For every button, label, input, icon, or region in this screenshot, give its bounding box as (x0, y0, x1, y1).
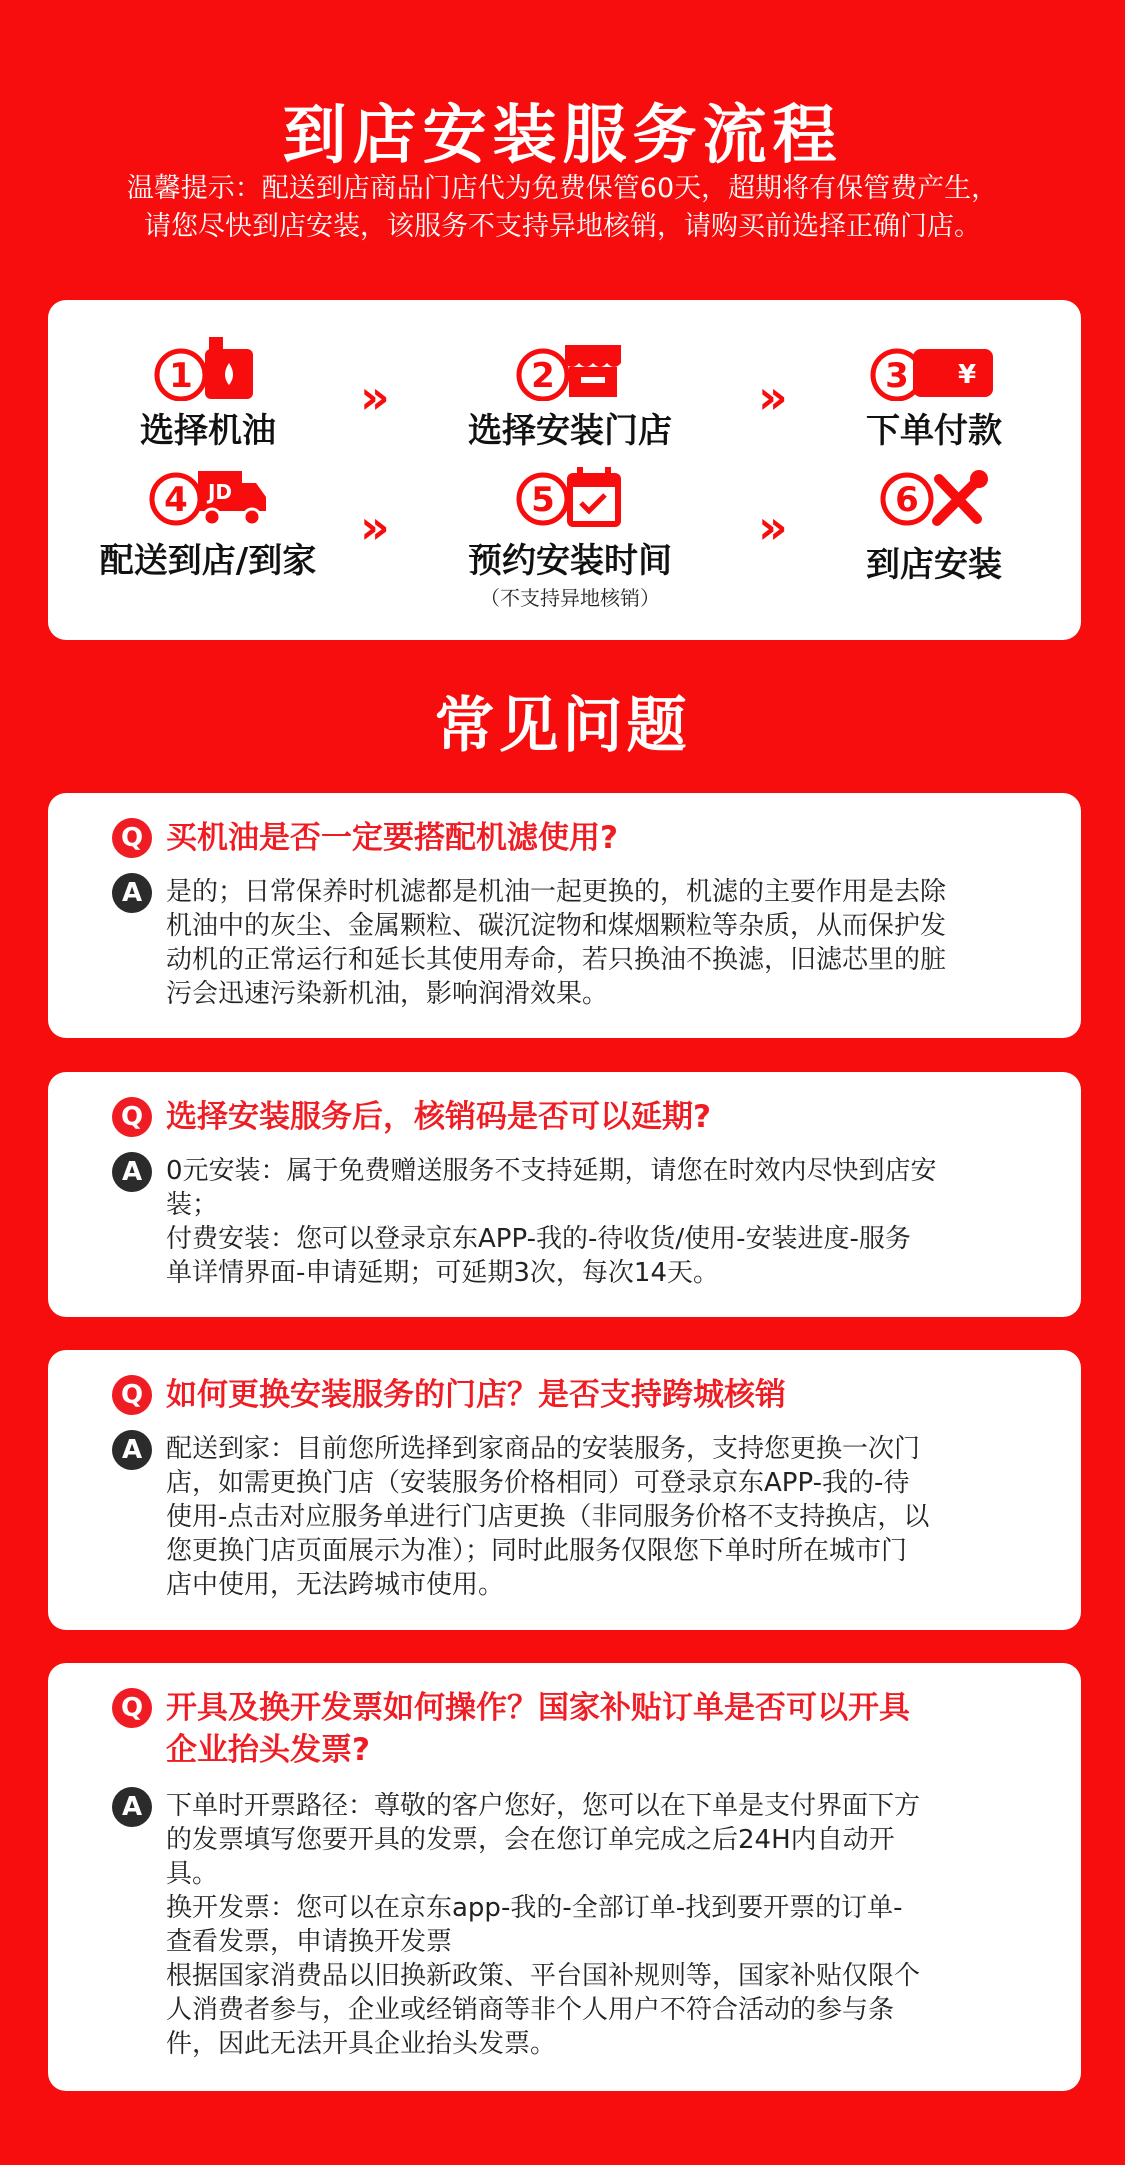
question-text: 开具及换开发票如何操作？国家补贴订单是否可以开具 企业抬头发票? (166, 1690, 910, 1768)
step-label: 配送到店/到家 (99, 541, 317, 581)
store-icon (515, 335, 625, 401)
answer-row (112, 1432, 1041, 1602)
calendar-check-icon (515, 465, 625, 531)
step-number: 4 (164, 480, 188, 520)
answer-text: 0元安装：属于免费赠送服务不支持延期，请您在时效内尽快到店安 装； 付费安装：您可以登录京东APP-我的-待收货/使用-安装进度-服务 单详情界面-申请延期；可延期3次，每次14天。 (166, 1156, 937, 1288)
question-row (112, 817, 1041, 859)
step-label: 选择安装门店 (468, 411, 672, 451)
answer-badge: A (112, 1430, 152, 1470)
faq-card-3 (48, 1350, 1081, 1630)
step-label: 下单付款 (866, 411, 1002, 451)
answer-row (112, 1789, 1041, 2061)
step-5 (420, 465, 720, 611)
page-title: 到店安装服务流程 (282, 99, 843, 173)
question-badge: Q (112, 818, 152, 858)
notice-line-2: 请您尽快到店安装，该服务不支持异地核销，请购买前选择正确门店。 (144, 211, 981, 242)
answer-badge: A (112, 1152, 152, 1192)
arrow-icon: » (758, 500, 778, 554)
step-2 (420, 335, 720, 452)
tools-icon (879, 465, 989, 531)
answer-row (112, 875, 1041, 1011)
faq-title: 常见问题 (434, 691, 691, 761)
step-number: 6 (895, 480, 919, 520)
yen-symbol: ¥ (957, 360, 977, 390)
faq-card-1 (48, 793, 1081, 1038)
jd-logo: JD (207, 480, 233, 504)
step-6 (784, 465, 1084, 586)
question-text: 选择安装服务后，核销码是否可以延期? (166, 1099, 711, 1135)
answer-text: 下单时开票路径：尊敬的客户您好，您可以在下单是支付界面下方 的发票填写您要开具的发票，会在您订单完成之后24H内自动开 具。 换开发票：您可以在京东app-我的-全部订单-找到要开票的订单- 查看发票，申请换开发票 根据国家消费品以旧换新政策、平台国补规则等，国家补贴仅限个 人消费者参与，企业或经销商等非个人用户不符合活动的参与条 件，因此无法开具企业抬头发票。 (166, 1791, 921, 2059)
notice-line-1: 温馨提示：配送到店商品门店代为免费保管60天，超期将有保管费产生， (126, 173, 999, 204)
step-number: 1 (169, 356, 193, 396)
arrow-icon: » (758, 370, 778, 424)
step-number: 2 (531, 356, 555, 396)
delivery-truck-icon (148, 465, 268, 531)
process-flow-card (48, 300, 1081, 640)
notice-text (0, 170, 1125, 246)
faq-card-4 (48, 1663, 1081, 2091)
question-row (112, 1374, 1041, 1416)
question-badge: Q (112, 1688, 152, 1728)
answer-row (112, 1154, 1041, 1290)
question-row (112, 1096, 1041, 1138)
question-badge: Q (112, 1097, 152, 1137)
payment-icon (869, 335, 999, 401)
step-number: 3 (885, 356, 909, 396)
answer-text: 是的；日常保养时机滤都是机油一起更换的，机滤的主要作用是去除 机油中的灰尘、金属颗粒、碳沉淀物和煤烟颗粒等杂质，从而保护发 动机的正常运行和延长其使用寿命，若只换油不换滤，旧滤芯里的脏 污会迅速污染新机油，影响润滑效果。 (166, 877, 947, 1009)
question-badge: Q (112, 1375, 152, 1415)
question-row (112, 1687, 1041, 1771)
faq-card-2 (48, 1072, 1081, 1317)
oil-can-icon (153, 335, 263, 401)
arrow-icon: » (360, 500, 380, 554)
step-label: 到店安装 (866, 545, 1002, 585)
step-4 (58, 465, 358, 582)
answer-badge: A (112, 873, 152, 913)
question-text: 买机油是否一定要搭配机滤使用? (166, 820, 618, 856)
step-number: 5 (531, 480, 555, 520)
step-1 (58, 335, 358, 452)
step-label: 预约安装时间 (468, 541, 672, 581)
answer-text: 配送到家：目前您所选择到家商品的安装服务，支持您更换一次门 店，如需更换门店（安装服务价格相同）可登录京东APP-我的-待 使用-点击对应服务单进行门店更换（非同服务价格不支持换店，以 您更换门店页面展示为准）；同时此服务仅限您下单时所在城市门 店中使用，无法跨城市使用。 (166, 1434, 930, 1600)
arrow-icon: » (360, 370, 380, 424)
question-text: 如何更换安装服务的门店？是否支持跨城核销 (166, 1377, 786, 1413)
step-3 (784, 335, 1084, 452)
step-label: 选择机油 (140, 411, 276, 451)
step-sublabel: （不支持异地核销） (480, 586, 660, 610)
answer-badge: A (112, 1787, 152, 1827)
